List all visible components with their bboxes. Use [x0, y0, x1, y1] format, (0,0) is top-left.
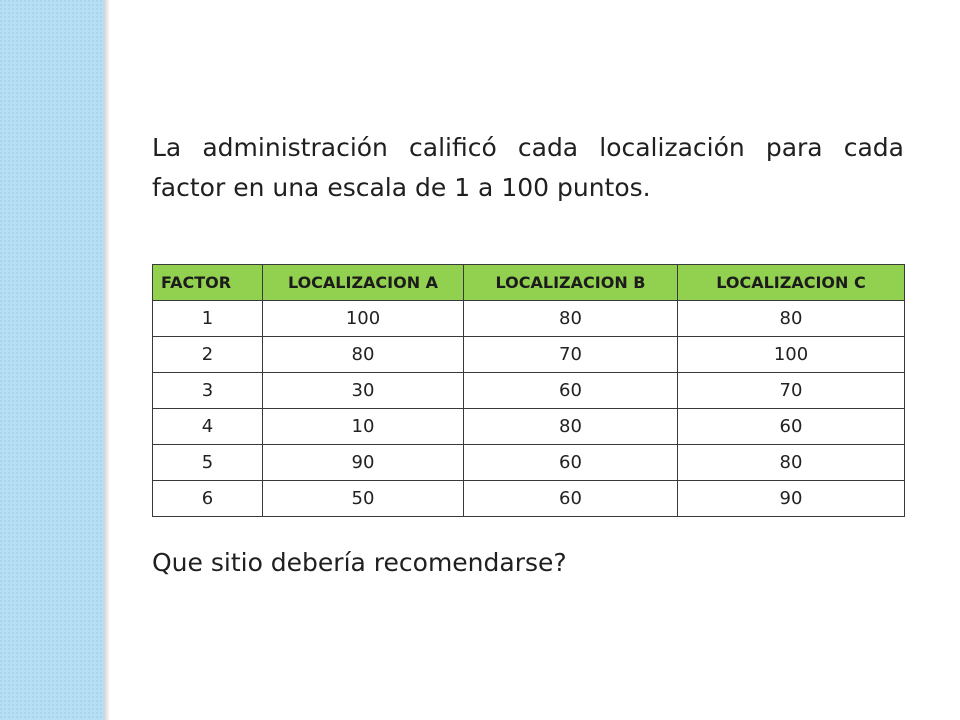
- localizacion-c-cell: 80: [678, 301, 905, 337]
- localizacion-c-cell: 60: [678, 409, 905, 445]
- side-strip-shadow: [104, 0, 110, 720]
- factor-cell: 5: [153, 445, 263, 481]
- header-factor: FACTOR: [153, 265, 263, 301]
- question-text: Que sitio debería recomendarse?: [152, 548, 567, 577]
- header-localizacion-b: LOCALIZACION B: [464, 265, 678, 301]
- localizacion-b-cell: 70: [464, 337, 678, 373]
- factor-cell: 1: [153, 301, 263, 337]
- localizacion-a-cell: 90: [263, 445, 464, 481]
- localizacion-a-cell: 10: [263, 409, 464, 445]
- factor-cell: 3: [153, 373, 263, 409]
- header-localizacion-a: LOCALIZACION A: [263, 265, 464, 301]
- localizacion-c-cell: 90: [678, 481, 905, 517]
- header-localizacion-c: LOCALIZACION C: [678, 265, 905, 301]
- table-row: [153, 481, 905, 517]
- table-row: [153, 301, 905, 337]
- localizacion-b-cell: 80: [464, 301, 678, 337]
- localizacion-b-cell: 60: [464, 481, 678, 517]
- localizacion-a-cell: 30: [263, 373, 464, 409]
- localizacion-c-cell: 100: [678, 337, 905, 373]
- localizacion-a-cell: 100: [263, 301, 464, 337]
- table-header-row: [153, 265, 905, 301]
- table-row: [153, 373, 905, 409]
- localizacion-c-cell: 80: [678, 445, 905, 481]
- localizacion-a-cell: 80: [263, 337, 464, 373]
- table-row: [153, 445, 905, 481]
- table-row: [153, 409, 905, 445]
- localizacion-b-cell: 60: [464, 445, 678, 481]
- localizacion-b-cell: 80: [464, 409, 678, 445]
- localizacion-c-cell: 70: [678, 373, 905, 409]
- slide-content: [152, 128, 904, 577]
- decorative-side-strip: [0, 0, 104, 720]
- factor-cell: 2: [153, 337, 263, 373]
- factor-cell: 4: [153, 409, 263, 445]
- localizacion-a-cell: 50: [263, 481, 464, 517]
- intro-paragraph: La administración calificó cada localización para cada factor en una escala de 1 a 100 puntos.: [152, 133, 904, 202]
- ratings-table: [152, 264, 905, 517]
- table-row: [153, 337, 905, 373]
- localizacion-b-cell: 60: [464, 373, 678, 409]
- factor-cell: 6: [153, 481, 263, 517]
